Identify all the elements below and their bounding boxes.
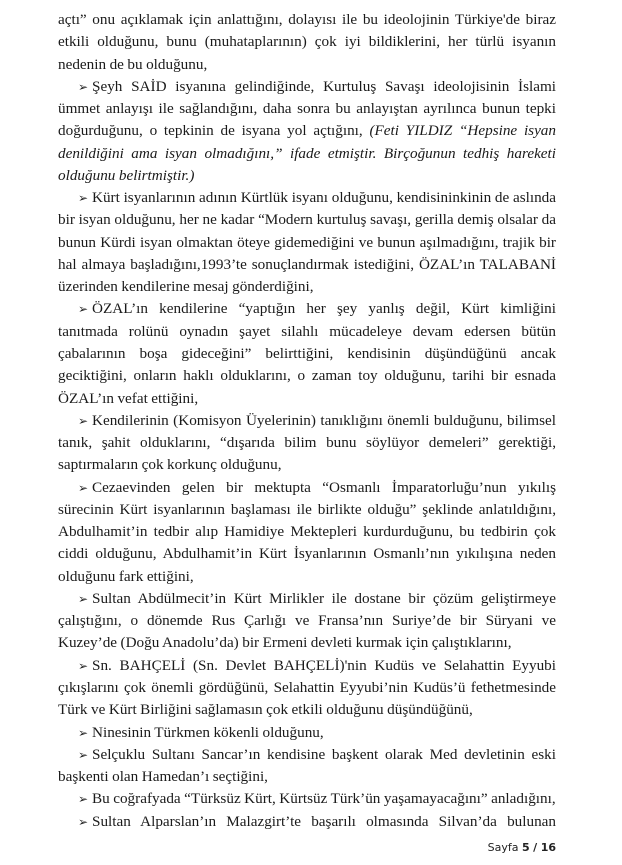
list-item xyxy=(58,187,556,298)
list-item-text: ÖZAL’ın kendilerine “yaptığın her şey yanlış değil, Kürt kimliğini tanıtmada rolünü oynadın şayet silahlı mücadeleye devam edersen bütün çabalarının boşa gideceğini” belirttiğini, kendisinin düşündüğünü ancak geciktiğini, onların haklı olduklarını, o zaman toy olduğunu, tarihi bir esnada ÖZAL’ın vefat ettiğini, xyxy=(58,300,556,407)
arrow-bullet-icon: ➢ xyxy=(78,413,89,428)
list-item-text: Bu coğrafyada “Türksüz Kürt, Kürtsüz Türk’ün yaşamayacağını” anladığını, xyxy=(92,790,556,808)
list-item xyxy=(58,477,556,588)
page-separator: / xyxy=(533,840,538,854)
arrow-bullet-icon: ➢ xyxy=(78,480,89,495)
list-item-text: Sn. BAHÇELİ (Sn. Devlet BAHÇELİ)'nin Kudüs ve Selahattin Eyyubi çıkışlarını çok önemli gördüğünü, Selahattin Eyyubi’nin Kudüs’ü fethetmesinde Türk ve Kürt Birliğini sağlamasın çok etkili olduğunu düşündüğünü, xyxy=(58,656,556,719)
list-item-text: Cezaevinden gelen bir mektupta “Osmanlı İmparatorluğu’nun yıkılış sürecinin Kürt isyanlarının başlaması ile birlikte olduğu” şeklinde anlatıldığını, Abdulhamit’in tedbir alıp Hamidiye Mektepleri kurdurduğunu, bu tedbirin çok ciddi olduğunu, Abdulhamit’in Kürt İsyanlarının Osmanlı’nın yıkılışına neden olduğunu fark ettiğini, xyxy=(58,478,556,585)
list-item xyxy=(58,655,556,722)
page-number-footer xyxy=(0,841,556,855)
arrow-bullet-icon: ➢ xyxy=(78,191,89,206)
list-item-text: Ninesinin Türkmen kökenli olduğunu, xyxy=(92,723,324,741)
arrow-bullet-icon: ➢ xyxy=(78,79,89,94)
arrow-bullet-icon: ➢ xyxy=(78,814,89,829)
continuation-paragraph: açtı” onu açıklamak için anlattığını, dolayısı ile bu ideolojinin Türkiye'de biraz etkili olduğunu, bunu (muhataplarının) çok iyi bildiklerini, her türlü isyanın nedenin de bu olduğunu, xyxy=(58,11,556,73)
document-body xyxy=(58,0,556,833)
list-item xyxy=(58,76,556,187)
list-item xyxy=(58,744,556,789)
list-item-text: Kürt isyanlarının adının Kürtlük isyanı olduğunu, kendisininkinin de aslında bir isyan olduğunu, her ne kadar “Modern kurtuluş savaşı, gerilla demiş olsalar da bunun Kürdi isyan olmaktan öteye gidemediğini ve bunun aşılmadığını, trajik bir hal almaya başladığını,1993’te sonuçlandırmak istediğini, ÖZAL’ın TALABANİ üzerinden kendilerine mesaj gönderdiğini, xyxy=(58,189,556,296)
list-item-text: Şeyh SAİD isyanına gelindiğinde, Kurtuluş Savaşı ideolojisinin İslami ümmet anlayışı ile sağlandığını, daha sonra bu anlayıştan ayrılınca bunun tepki doğurduğunu, o tepkinin de isyana yol açtığını, xyxy=(58,77,556,140)
list-item xyxy=(58,410,556,477)
arrow-bullet-icon: ➢ xyxy=(78,658,89,673)
arrow-bullet-icon: ➢ xyxy=(78,725,89,740)
current-page: 5 xyxy=(522,840,530,854)
arrow-bullet-icon: ➢ xyxy=(78,792,89,807)
list-item xyxy=(58,722,556,744)
list-item xyxy=(58,298,556,409)
total-pages: 16 xyxy=(540,840,556,854)
page-label: Sayfa xyxy=(487,840,519,854)
list-item-text: Sultan Alparslan’ın Malazgirt’te başarılı olmasında Silvan’da bulunan xyxy=(92,812,556,830)
list-item-text: Kendilerinin (Komisyon Üyelerinin) tanıklığını önemli bulduğunu, bilimsel tanık, şahit olduklarını, “dışarıda bilim bunu söylüyor demeleri” gerektiği, saptırmaların çok korkunç olduğunu, xyxy=(58,411,556,474)
list-item xyxy=(58,788,556,810)
list-item-italic-note: (Feti YILDIZ “Hepsine isyan denildiğini ama isyan olmadığını,” ifade etmiştir. Birçoğunun tedhiş hareketi olduğunu belirtmiştir.) xyxy=(58,122,556,184)
arrow-bullet-icon: ➢ xyxy=(78,747,89,762)
list-item-text: Selçuklu Sultanı Sancar’ın kendisine başkent olarak Med devletinin eski başkenti olan Hamedan’ı seçtiğini, xyxy=(58,745,556,786)
arrow-bullet-icon: ➢ xyxy=(78,302,89,317)
list-item xyxy=(58,811,556,833)
arrow-bullet-icon: ➢ xyxy=(78,591,89,606)
list-item-text: Sultan Abdülmecit’in Kürt Mirlikler ile dostane bir çözüm geliştirmeye çalıştığını, o dönemde Rus Çarlığı ve Fransa’nın Suriye’de bir Süryani ve Kuzey’de (Doğu Anadolu’da) bir Ermeni devleti kurmak için çalıştıklarını, xyxy=(58,589,556,652)
list-item xyxy=(58,588,556,655)
